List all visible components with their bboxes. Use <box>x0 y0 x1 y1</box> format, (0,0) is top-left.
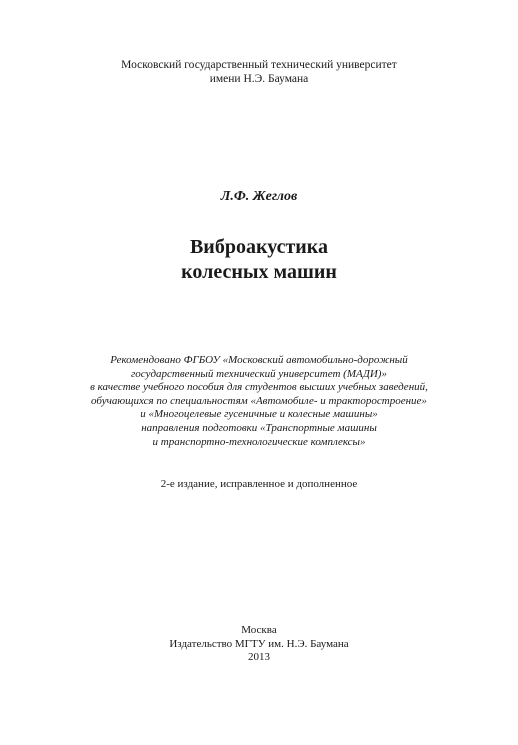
book-title <box>0 235 518 285</box>
imprint-city: Москва <box>241 624 277 636</box>
recommendation-line: Рекомендовано ФГБОУ «Московский автомобильно-дорожный <box>110 354 408 366</box>
book-title-line-1: Виброакустика <box>189 236 329 258</box>
institution-name <box>0 58 518 86</box>
recommendation-line: и «Многоцелевые гусеничные и колесные машины» <box>140 408 378 421</box>
imprint <box>0 624 518 665</box>
recommendation-line: обучающихся по специальностям «Автомобиле- и тракторостроение» <box>91 394 427 407</box>
institution-line-1: Московский государственный технический университет <box>121 59 397 71</box>
recommendation-line: государственный технический университет (МАДИ)» <box>131 367 387 380</box>
imprint-year: 2013 <box>248 651 270 663</box>
recommendation-line: в качестве учебного пособия для студентов высших учебных заведений, <box>90 381 428 394</box>
book-title-line-2: колесных машин <box>181 261 337 283</box>
recommendation-text <box>0 354 518 449</box>
author-name: Л.Ф. Жеглов <box>220 189 298 204</box>
recommendation-line: и транспортно-технологические комплексы» <box>152 435 366 448</box>
institution-line-2: имени Н.Э. Баумана <box>209 73 309 85</box>
edition-note: 2-е издание, исправленное и дополненное <box>160 478 358 490</box>
recommendation-line: направления подготовки «Транспортные машины <box>141 421 377 434</box>
imprint-publisher: Издательство МГТУ им. Н.Э. Баумана <box>169 637 349 650</box>
